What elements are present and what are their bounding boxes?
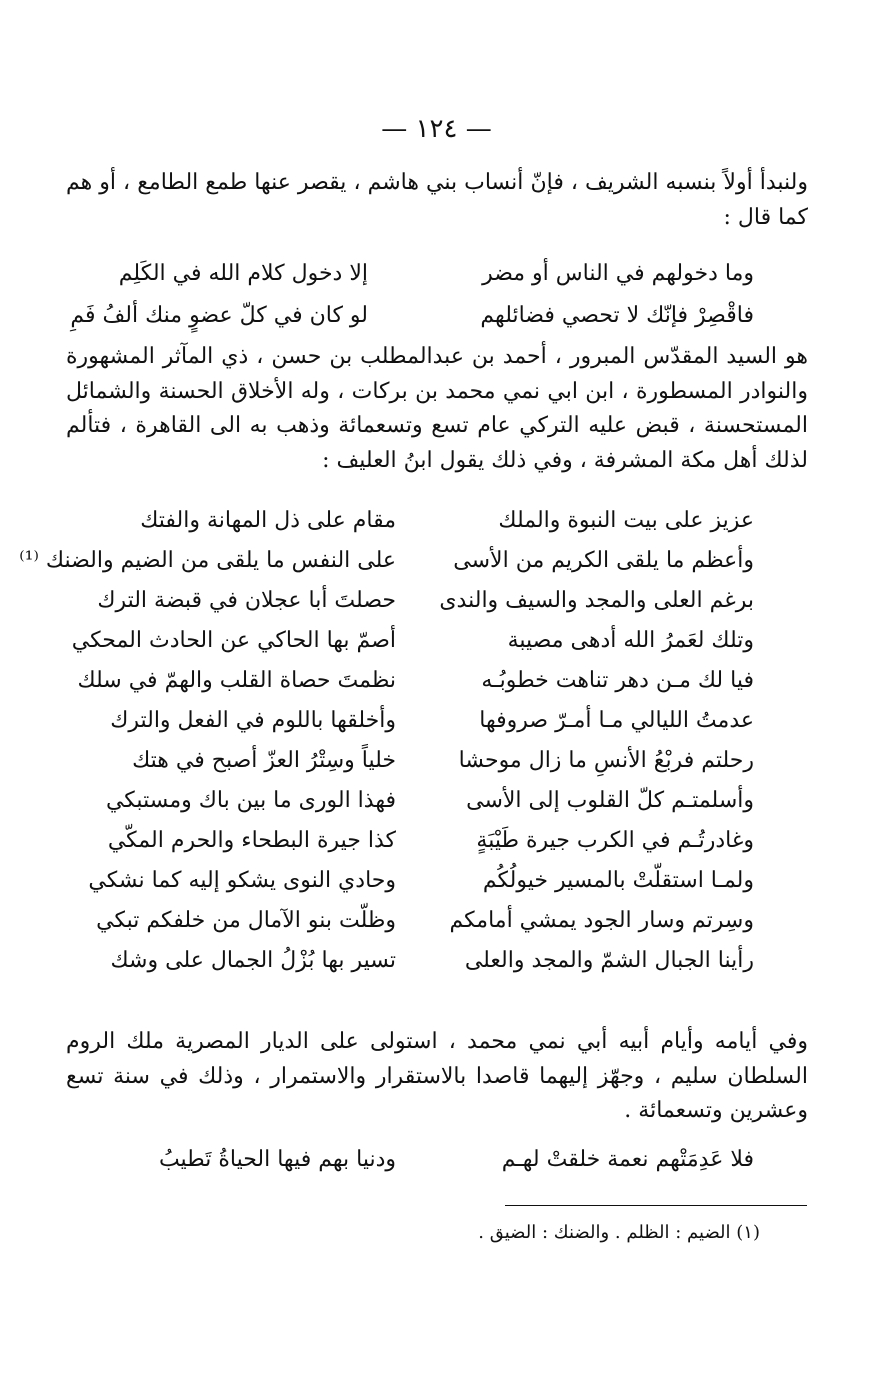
- verse-second-hemistich: أصمّ بها الحاكي عن الحادث المحكي: [71, 628, 396, 653]
- verse-first-hemistich: فاقْصِرْ فإنّك لا تحصي فضائلهم: [480, 303, 754, 328]
- verse-line: [66, 823, 808, 859]
- verse-first-hemistich: رحلتم فربْعُ الأنسِ ما زال موحشا: [458, 748, 754, 773]
- verse-first-hemistich: فيا لك مـن دهر تناهت خطوبُـه: [481, 668, 754, 693]
- verse-line: [66, 1142, 808, 1178]
- paragraph-intro: ولنبدأ أولاً بنسبه الشريف ، فإنّ أنساب بني هاشم ، يقصر عنها طمع الطامع ، أو هم كما قال :: [66, 170, 808, 230]
- verse-second-hemistich: نظمتَ حصاة القلب والهمّ في سلك: [77, 668, 396, 693]
- verse-second-hemistich: تسير بها بُزْلُ الجمال على وشك: [110, 948, 396, 973]
- footnote-divider: [505, 1205, 807, 1206]
- paragraph-biography: هو السيد المقدّس المبرور ، أحمد بن عبدالمطلب بن حسن ، ذي المآثر المشهورة والنوادر المسطورة ، ابن ابي نمي محمد بن بركات ، وله الأخلاق الحسنة والشمائل المستحسنة ، قبض عليه التركي عام تسع وتسعمائة وذهب به الى القاهرة ، فتألم لذلك أهل مكة المشرفة ، وفي ذلك يقول ابنُ العليف :: [66, 344, 808, 473]
- page-number: — ١٢٤ —: [381, 114, 492, 144]
- verse-second-hemistich: كذا جيرة البطحاء والحرم المكّي: [107, 828, 396, 853]
- verse-first-hemistich: رأينا الجبال الشمّ والمجد والعلى: [464, 948, 754, 973]
- verse-line: [66, 703, 808, 739]
- verse-first-hemistich: برغم العلى والمجد والسيف والندى: [439, 588, 754, 613]
- verse-first-hemistich: وتلك لعَمرُ الله أدهى مصيبة: [507, 628, 754, 653]
- verse-second-hemistich: حصلتَ أبا عجلان في قبضة الترك: [97, 588, 396, 613]
- verse-line: [66, 903, 808, 939]
- verse-line: [66, 623, 808, 659]
- footnote: (١) الضيم : الظلم . والضنك : الضيق .: [478, 1222, 760, 1243]
- verse-line: [66, 943, 808, 979]
- verse-second-hemistich: خلياً وسِتْرُ العزّ أصبح في هتك: [132, 748, 396, 773]
- paragraph-sultan-selim: وفي أيامه وأيام أبيه أبي نمي محمد ، استولى على الديار المصرية ملك الروم السلطان سليم ، وجهّز إليهما قاصدا بالاستقرار والاستمرار ، وذلك في سنة تسع وعشرين وتسعمائة .: [66, 1029, 808, 1123]
- verse-line: [66, 256, 808, 292]
- verse-line: [66, 583, 808, 619]
- verse-line: [66, 863, 808, 899]
- verse-line: [66, 743, 808, 779]
- verse-first-hemistich: فلا عَدِمَتْهم نعمة خلقتْ لهـم: [501, 1147, 754, 1172]
- verse-second-hemistich: وحادي النوى يشكو إليه كما نشكي: [88, 868, 396, 893]
- verse-line: [66, 783, 808, 819]
- verse-second-hemistich: ودنيا بهم فيها الحياةُ تَطيبُ: [158, 1147, 396, 1172]
- verse-second-hemistich: وأخلقها باللوم في الفعل والترك: [110, 708, 396, 733]
- verse-first-hemistich: عدمتُ الليالي مـا أمـرّ صروفها: [479, 708, 754, 733]
- verse-second-hemistich: مقام على ذل المهانة والفتك: [140, 508, 396, 533]
- verse-first-hemistich: وسِرتم وسار الجود يمشي أمامكم: [449, 908, 754, 933]
- verse-first-hemistich: وغادرتُـم في الكرب جيرة طَيْبَةٍ: [476, 828, 754, 853]
- verse-second-hemistich: لو كان في كلّ عضوٍ منك ألفُ فَمِ: [70, 303, 368, 328]
- verse-first-hemistich: عزيز على بيت النبوة والملك: [498, 508, 754, 533]
- verse-second-hemistich: على النفس ما يلقى من الضيم والضنك ⁽¹⁾: [19, 548, 396, 573]
- verse-second-hemistich: فهذا الورى ما بين باك ومستبكي: [105, 788, 396, 813]
- verse-line: [66, 298, 808, 334]
- verse-first-hemistich: وأعظم ما يلقى الكريم من الأسى: [453, 548, 754, 573]
- verse-second-hemistich: وظلّت بنو الآمال من خلفكم تبكي: [96, 908, 396, 933]
- verse-line: [66, 663, 808, 699]
- verse-first-hemistich: وما دخولهم في الناس أو مضر: [482, 261, 754, 286]
- verse-line: [66, 503, 808, 539]
- verse-line: [19, 543, 808, 579]
- verse-first-hemistich: وأسلمتـم كلّ القلوب إلى الأسى: [466, 788, 754, 813]
- verse-second-hemistich: إلا دخول كلام الله في الكَلِم: [118, 261, 368, 286]
- verse-first-hemistich: ولمـا استقلّتْ بالمسير خيولُكُم: [482, 868, 754, 893]
